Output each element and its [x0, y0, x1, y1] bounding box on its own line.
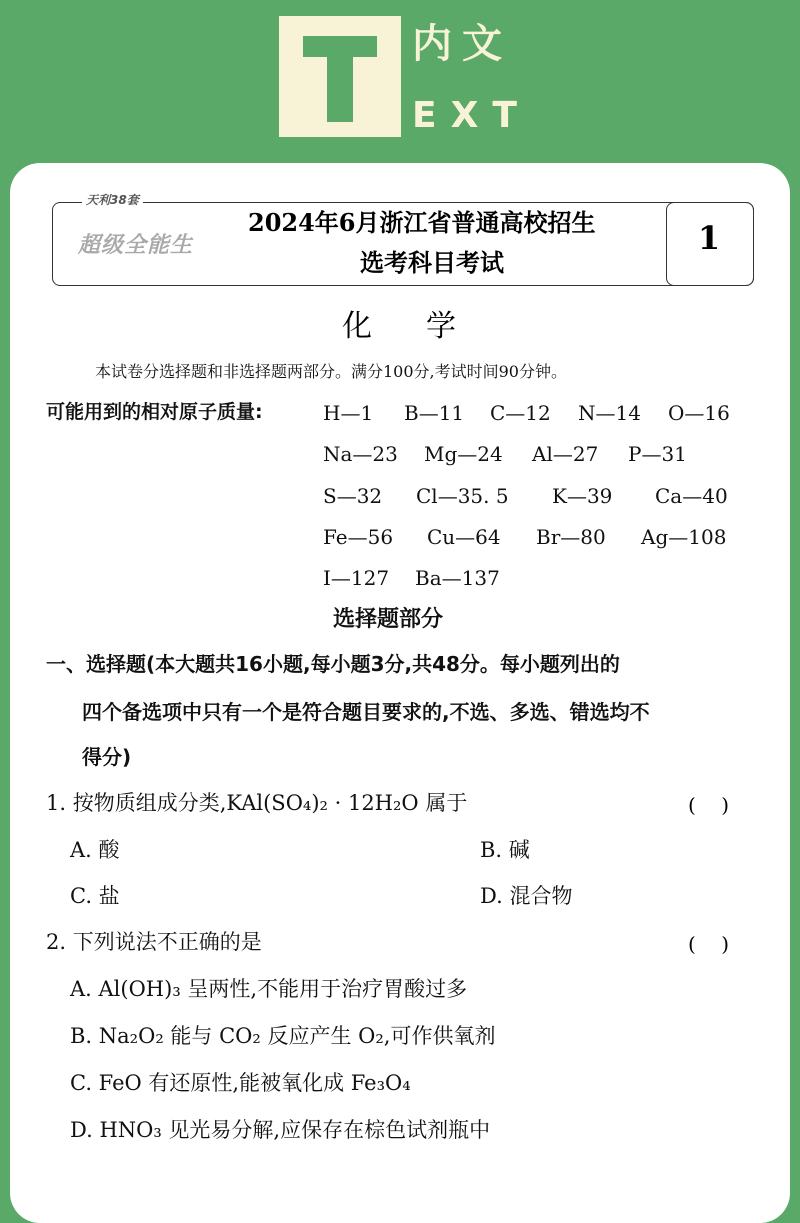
- q1-option-d: D. 混合物: [480, 884, 573, 908]
- paper-number: 1: [697, 219, 721, 257]
- t-logo: [279, 16, 401, 137]
- subject-title: 化学: [342, 309, 510, 344]
- question-2-stem: 2. 下列说法不正确的是: [46, 930, 262, 954]
- q2-option-d: D. HNO₃ 见光易分解,应保存在棕色试剂瓶中: [70, 1118, 491, 1142]
- question-1-stem: 1. 按物质组成分类,KAl(SO₄)₂ · 12H₂O 属于: [46, 791, 468, 815]
- brand-logo: 超级全能生: [78, 233, 194, 258]
- atomic-mass: Al—27: [532, 442, 599, 466]
- atomic-mass: H—1: [323, 401, 374, 425]
- q1-option-c: C. 盐: [70, 884, 120, 908]
- exam-title-line2: 选考科目考试: [360, 248, 504, 277]
- atomic-mass: K—39: [552, 484, 613, 508]
- atomic-mass-label: 可能用到的相对原子质量:: [46, 401, 263, 423]
- atomic-mass: Cl—35. 5: [416, 484, 509, 508]
- q2-option-c: C. FeO 有还原性,能被氧化成 Fe₃O₄: [70, 1071, 411, 1095]
- atomic-mass: Fe—56: [323, 525, 394, 549]
- atomic-mass: Ca—40: [655, 484, 728, 508]
- atomic-mass: O—16: [668, 401, 730, 425]
- instructions-line: 四个备选项中只有一个是符合题目要求的,不选、多选、错选均不: [82, 700, 650, 724]
- atomic-mass: I—127: [323, 566, 390, 590]
- instructions-line: 一、选择题(本大题共16小题,每小题3分,共48分。每小题列出的: [46, 652, 620, 676]
- atomic-mass: Br—80: [536, 525, 606, 549]
- atomic-mass: B—11: [404, 401, 465, 425]
- instructions-line: 得分): [82, 745, 132, 769]
- exam-title-line1: 2024年6月浙江省普通高校招生: [248, 208, 596, 237]
- answer-paren: ( ): [688, 793, 730, 817]
- atomic-mass: N—14: [578, 401, 641, 425]
- exam-intro: 本试卷分选择题和非选择题两部分。满分100分,考试时间90分钟。: [95, 362, 567, 381]
- q1-option-a: A. 酸: [70, 838, 120, 862]
- atomic-mass: S—32: [323, 484, 383, 508]
- atomic-mass: P—31: [628, 442, 687, 466]
- atomic-mass: Ag—108: [641, 525, 727, 549]
- q1-formula: KAl(SO₄)₂ · 12H₂O: [226, 791, 419, 815]
- atomic-mass: Cu—64: [427, 525, 501, 549]
- series-logo: 天利38套: [82, 191, 143, 208]
- atomic-mass: C—12: [490, 401, 551, 425]
- section-title: 选择题部分: [333, 607, 444, 632]
- q2-option-a: A. Al(OH)₃ 呈两性,不能用于治疗胃酸过多: [70, 977, 468, 1001]
- atomic-mass: Ba—137: [415, 566, 500, 590]
- q2-option-b: B. Na₂O₂ 能与 CO₂ 反应产生 O₂,可作供氧剂: [70, 1024, 496, 1048]
- header-cn-label: 内文: [412, 21, 512, 67]
- atomic-mass: Na—23: [323, 442, 398, 466]
- q1-option-b: B. 碱: [480, 838, 530, 862]
- header-en-label: EXT: [412, 95, 531, 136]
- answer-paren: ( ): [688, 932, 730, 956]
- header-banner: [0, 0, 800, 165]
- atomic-mass: Mg—24: [424, 442, 503, 466]
